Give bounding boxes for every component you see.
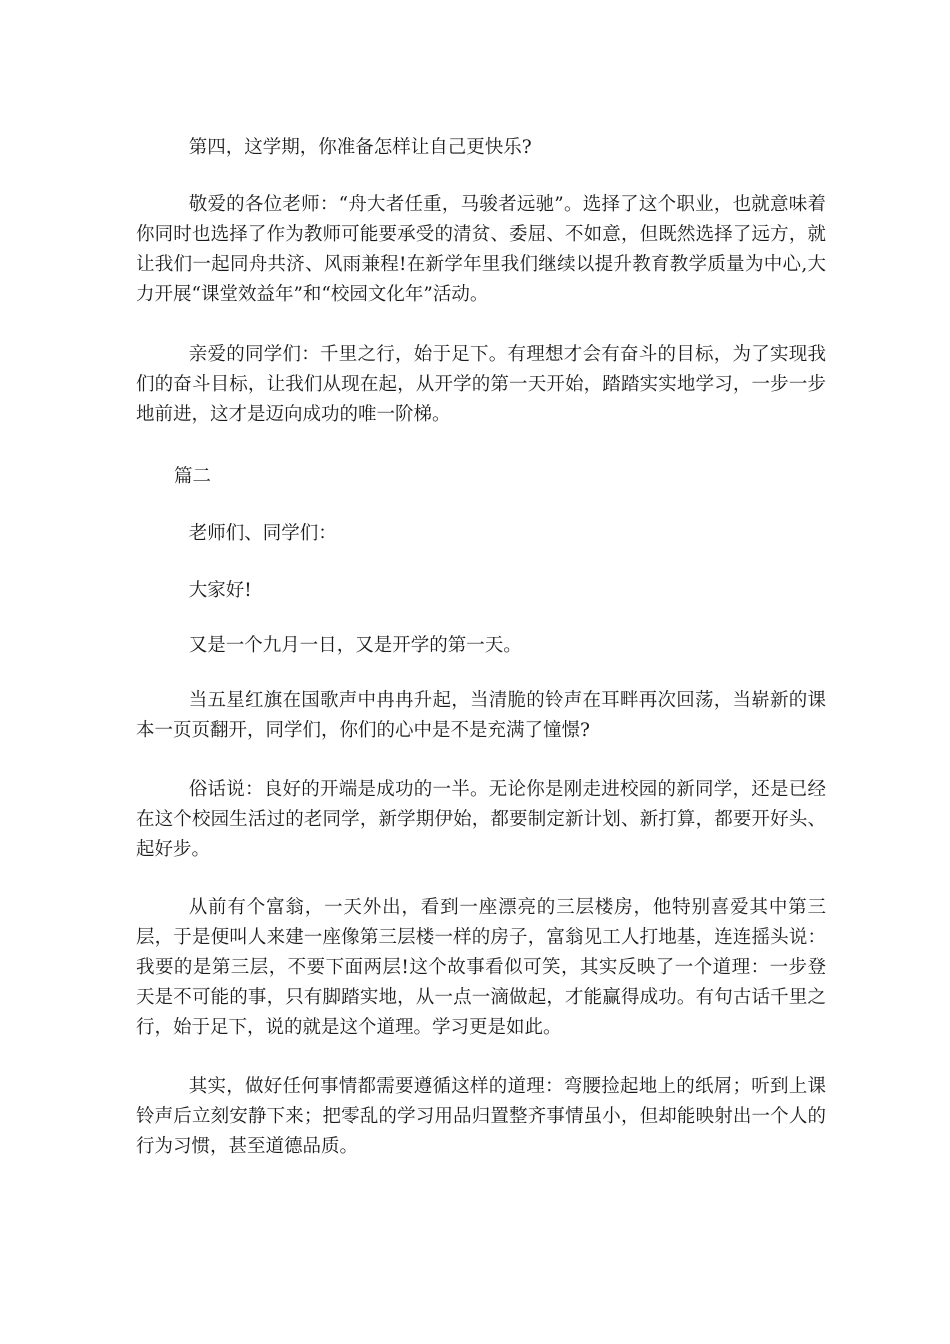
paragraph-flag-raising: 当五星红旗在国歌声中冉冉升起，当清脆的铃声在耳畔再次回荡，当崭新的课本一页页翻开，同学们，你们的心中是不是充满了憧憬?: [136, 690, 826, 741]
paragraph-greeting-audience: 老师们、同学们：: [188, 523, 337, 544]
paragraph-to-teachers: 敬爱的各位老师：“舟大者任重，马骏者远驰”。选择了这个职业，也就意味着你同时也选择了作为教师可能要承受的清贫、委屈、不如意，但既然选择了远方，就让我们一起同舟共济、风雨兼程!在新学年里我们继续以提升教育教学质量为中心,大力开展“课堂效益年”和“校园文化年”活动。: [136, 194, 826, 305]
paragraph-good-start: 俗话说：良好的开端是成功的一半。无论你是刚走进校园的新同学，还是已经在这个校园生活过的老同学，新学期伊始，都要制定新计划、新打算，都要开好头、起好步。: [136, 779, 826, 860]
paragraph-first-day: 又是一个九月一日，又是开学的第一天。: [188, 635, 522, 656]
paragraph-rich-man-story: 从前有个富翁，一天外出，看到一座漂亮的三层楼房，他特别喜爱其中第三层，于是便叫人来建一座像第三层楼一样的房子，富翁见工人打地基，连连摇头说：我要的是第三层，不要下面两层!这个故事看似可笑，其实反映了一个道理：一步登天是不可能的事，只有脚踏实地，从一点一滴做起，才能赢得成功。有句古话千里之行，始于足下，说的就是这个道理。学习更是如此。: [136, 897, 826, 1038]
section-heading: 篇二: [174, 466, 212, 487]
paragraph-habits: 其实，做好任何事情都需要遵循这样的道理：弯腰捡起地上的纸屑；听到上课铃声后立刻安静下来；把零乱的学习用品归置整齐事情虽小，但却能映射出一个人的行为习惯，甚至道德品质。: [136, 1076, 826, 1157]
paragraph-to-students: 亲爱的同学们：千里之行，始于足下。有理想才会有奋斗的目标，为了实现我们的奋斗目标，让我们从现在起，从开学的第一天开始，踏踏实实地学习，一步一步地前进，这才是迈向成功的唯一阶梯。: [136, 344, 826, 425]
paragraph-question-four: 第四，这学期，你准备怎样让自己更快乐?: [188, 137, 532, 158]
paragraph-hello: 大家好!: [188, 580, 252, 601]
